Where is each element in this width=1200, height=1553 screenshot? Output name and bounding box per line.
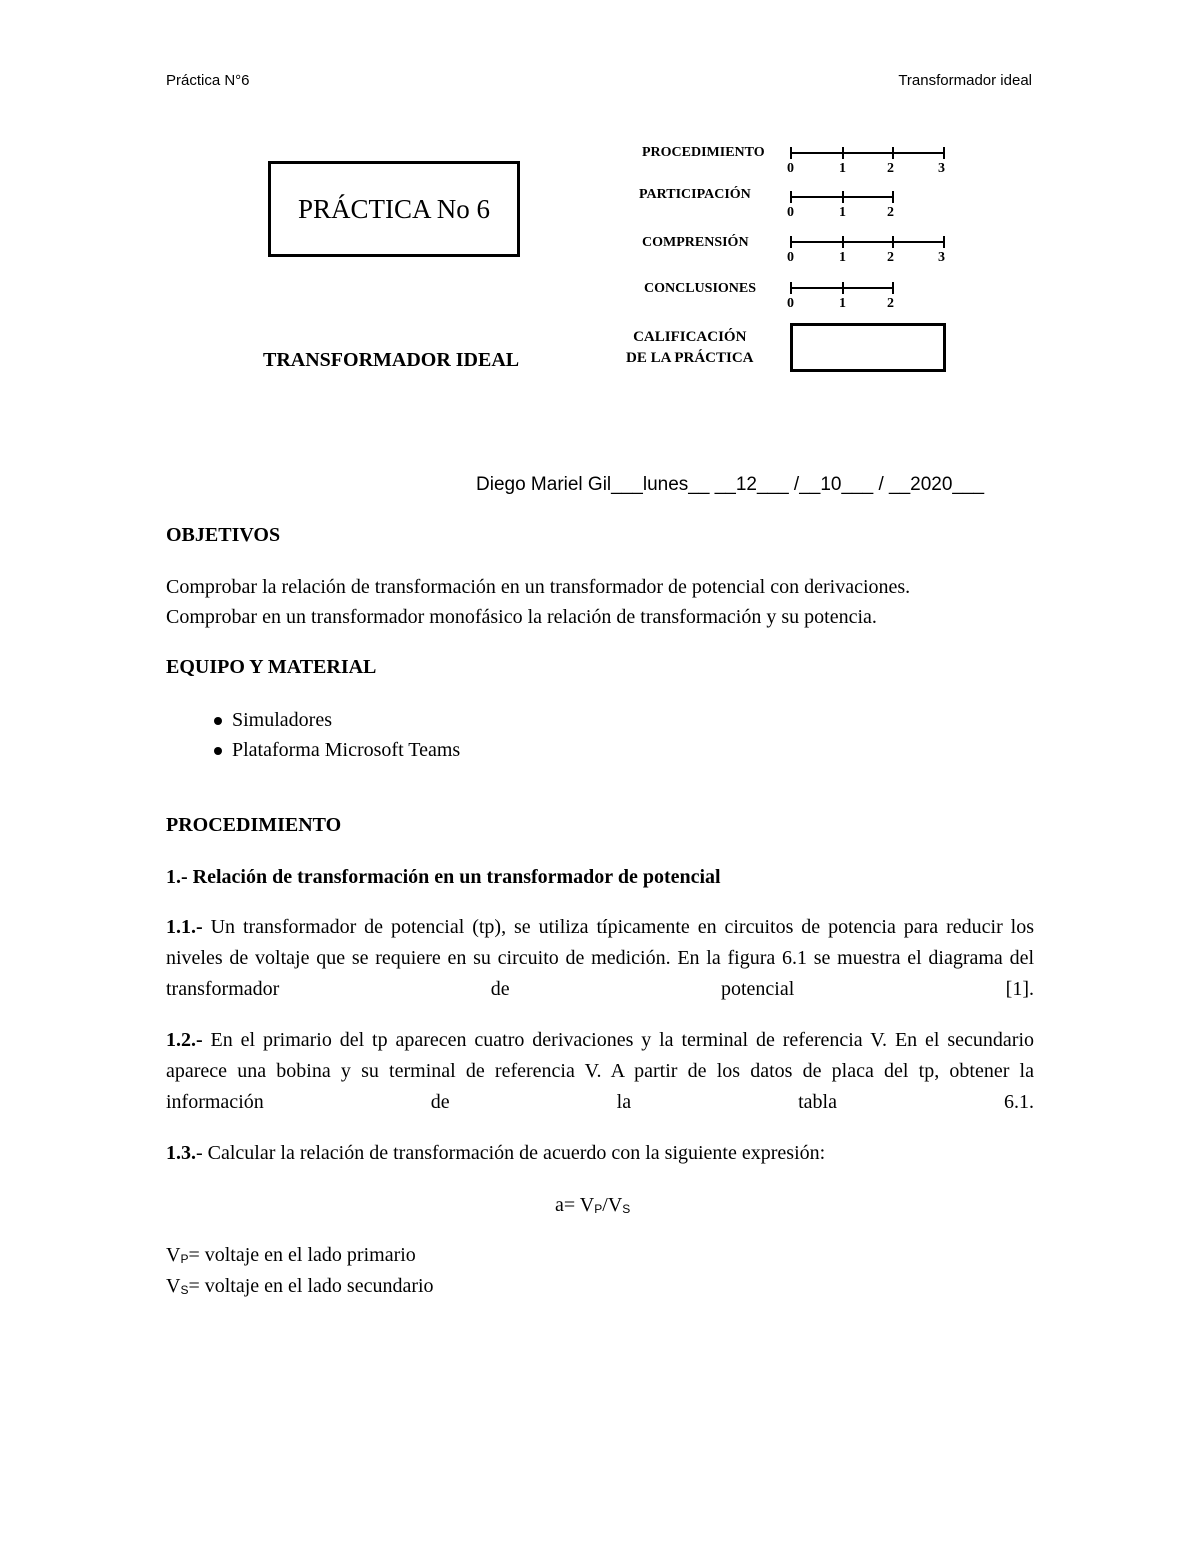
paragraph-number: 1.3. bbox=[166, 1142, 196, 1164]
paragraph-text: - Calcular la relación de transformación de acuerdo con la siguiente expresión: bbox=[196, 1142, 826, 1164]
rubric-scale-line bbox=[791, 152, 945, 154]
rubric-tick-label: 2 bbox=[887, 250, 894, 265]
definition-text: = voltaje en el lado secundario bbox=[188, 1275, 434, 1297]
paragraph-1-3 bbox=[166, 1138, 825, 1169]
paragraph-1-1 bbox=[166, 912, 1034, 1005]
list-item: Simuladores bbox=[214, 705, 460, 735]
rubric-tick-label: 0 bbox=[787, 296, 794, 311]
rubric-tick bbox=[842, 282, 844, 294]
objetivos-line-1: Comprobar la relación de transformación en un transformador de potencial con derivaciones. bbox=[166, 576, 911, 598]
rubric-tick-label: 2 bbox=[887, 296, 894, 311]
list-item: Plataforma Microsoft Teams bbox=[214, 735, 460, 765]
definition-symbol: V bbox=[166, 1275, 181, 1297]
objetivos-heading: OBJETIVOS bbox=[166, 524, 281, 546]
rubric-tick bbox=[790, 282, 792, 294]
definition-subscript: S bbox=[180, 1283, 189, 1297]
rubric-tick-label: 0 bbox=[787, 161, 794, 176]
rubric-tick bbox=[790, 191, 792, 203]
definition-vs bbox=[166, 1271, 434, 1306]
rubric-tick-label: 1 bbox=[839, 161, 846, 176]
grade-label-line2: DE LA PRÁCTICA bbox=[626, 350, 754, 366]
rubric-tick bbox=[842, 191, 844, 203]
rubric-scale-line bbox=[791, 241, 945, 243]
equipo-heading: EQUIPO Y MATERIAL bbox=[166, 656, 377, 678]
rubric-tick bbox=[892, 236, 894, 248]
rubric-tick-label: 0 bbox=[787, 250, 794, 265]
grade-label bbox=[626, 327, 754, 369]
header-left: Práctica N°6 bbox=[166, 72, 250, 89]
objetivos-line-2: Comprobar en un transformador monofásico la relación de transformación y su potencia. bbox=[166, 606, 877, 628]
student-date-line: Diego Mariel Gil___lunes__ __12___ /__10___ / __2020___ bbox=[476, 474, 985, 495]
formula bbox=[555, 1190, 630, 1225]
rubric-tick-label: 2 bbox=[887, 161, 894, 176]
rubric-tick-label: 2 bbox=[887, 205, 894, 220]
equipo-list bbox=[214, 705, 460, 765]
formula-subscript: P bbox=[594, 1202, 603, 1216]
rubric-label-procedimiento: PROCEDIMIENTO bbox=[642, 145, 765, 160]
rubric-label-participacion: PARTICIPACIÓN bbox=[639, 187, 751, 202]
rubric-tick bbox=[790, 147, 792, 159]
formula-part: a= V bbox=[555, 1194, 595, 1216]
grade-label-line1: CALIFICACIÓN bbox=[633, 329, 747, 345]
document-subtitle: TRANSFORMADOR IDEAL bbox=[263, 349, 520, 371]
definition-subscript: P bbox=[180, 1252, 189, 1266]
definition-symbol: V bbox=[166, 1244, 181, 1266]
rubric-tick-label: 3 bbox=[938, 161, 945, 176]
rubric-tick-label: 3 bbox=[938, 250, 945, 265]
rubric-tick bbox=[943, 147, 945, 159]
practice-title-box: PRÁCTICA No 6 bbox=[268, 161, 520, 257]
rubric-tick bbox=[842, 147, 844, 159]
paragraph-number: 1.1.- bbox=[166, 916, 203, 938]
rubric-tick bbox=[943, 236, 945, 248]
formula-subscript: S bbox=[622, 1202, 631, 1216]
definition-vp bbox=[166, 1240, 416, 1275]
rubric-tick bbox=[892, 147, 894, 159]
rubric-tick-label: 0 bbox=[787, 205, 794, 220]
rubric-label-conclusiones: CONCLUSIONES bbox=[644, 281, 757, 296]
paragraph-1-2 bbox=[166, 1025, 1034, 1118]
rubric-label-comprension: COMPRENSIÓN bbox=[642, 235, 749, 250]
header-right: Transformador ideal bbox=[898, 72, 1032, 89]
rubric-tick-label: 1 bbox=[839, 296, 846, 311]
paragraph-number: 1.2.- bbox=[166, 1029, 203, 1051]
rubric-tick-label: 1 bbox=[839, 205, 846, 220]
paragraph-text: Un transformador de potencial (tp), se utiliza típicamente en circuitos de potencia para reducir los niveles de voltaje que se requiere en su circuito de medición. En la figura 6.1 se muestra el diagrama del transformador de potencial [1]. bbox=[166, 916, 1034, 1000]
rubric-tick bbox=[790, 236, 792, 248]
formula-part: /V bbox=[602, 1194, 623, 1216]
rubric-tick bbox=[892, 191, 894, 203]
paragraph-text: En el primario del tp aparecen cuatro derivaciones y la terminal de referencia V. En el secundario aparece una bobina y su terminal de referencia V. A partir de los datos de placa del tp, obtener la información de la tabla 6.1. bbox=[166, 1029, 1034, 1113]
rubric-tick-label: 1 bbox=[839, 250, 846, 265]
grade-box[interactable] bbox=[790, 323, 946, 372]
rubric-tick bbox=[842, 236, 844, 248]
definition-text: = voltaje en el lado primario bbox=[188, 1244, 416, 1266]
section-1-title: 1.- Relación de transformación en un transformador de potencial bbox=[166, 866, 721, 888]
rubric-tick bbox=[892, 282, 894, 294]
procedimiento-heading: PROCEDIMIENTO bbox=[166, 814, 342, 836]
